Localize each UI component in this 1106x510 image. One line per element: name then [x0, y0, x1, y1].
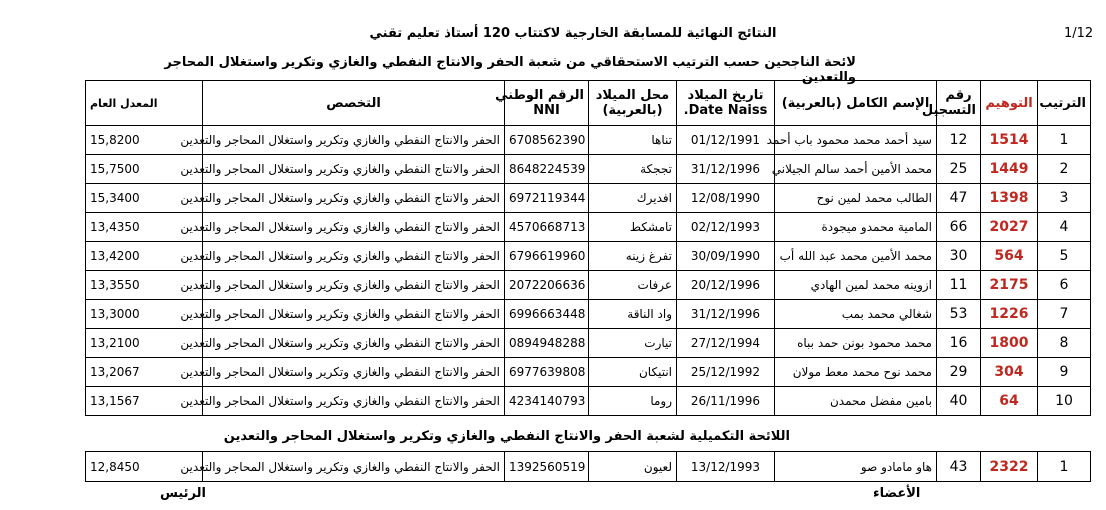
header-nni — [495, 81, 589, 126]
cell-specialty: الحفر والانتاج النفطي والغازي وتكرير واستغلال المحاجر والتعدين — [203, 271, 505, 300]
cell-dob: 02/12/1993 — [677, 213, 775, 242]
cell-nni: 6796619960 — [505, 242, 589, 271]
cell-dob: 01/12/1991 — [677, 126, 775, 155]
cell-registration: 47 — [937, 184, 981, 213]
cell-birthplace: تامشكط — [589, 213, 677, 242]
cell-specialty: الحفر والانتاج النفطي والغازي وتكرير واستغلال المحاجر والتعدين — [203, 126, 505, 155]
cell-registration: 30 — [937, 242, 981, 271]
header-rank: الترتيب — [1038, 81, 1091, 126]
cell-code: 304 — [981, 358, 1038, 387]
cell-registration: 40 — [937, 387, 981, 416]
table-row — [86, 242, 1091, 271]
cell-name: محمد نوح محمد معط مولان — [775, 358, 937, 387]
cell-registration: 43 — [937, 452, 981, 482]
cell-rank: 4 — [1038, 213, 1091, 242]
header-nni-line2: NNI — [533, 103, 560, 118]
cell-code: 2175 — [981, 271, 1038, 300]
cell-name: المامية محمدو ميجودة — [775, 213, 937, 242]
cell-nni: 4570668713 — [505, 213, 589, 242]
table-row — [86, 155, 1091, 184]
cell-nni: 1392560519 — [505, 452, 589, 482]
cell-rank: 3 — [1038, 184, 1091, 213]
cell-rank: 2 — [1038, 155, 1091, 184]
cell-average: 13,2067 — [86, 358, 203, 387]
cell-rank: 5 — [1038, 242, 1091, 271]
complementary-table — [85, 451, 1091, 482]
cell-average: 13,3550 — [86, 271, 203, 300]
cell-specialty: الحفر والانتاج النفطي والغازي وتكرير واستغلال المحاجر والتعدين — [203, 155, 505, 184]
cell-average: 15,3400 — [86, 184, 203, 213]
cell-dob: 31/12/1996 — [677, 300, 775, 329]
cell-code: 1398 — [981, 184, 1038, 213]
cell-birthplace: لعيون — [589, 452, 677, 482]
cell-rank: 10 — [1038, 387, 1091, 416]
cell-registration: 11 — [937, 271, 981, 300]
cell-specialty: الحفر والانتاج النفطي والغازي وتكرير واستغلال المحاجر والتعدين — [203, 242, 505, 271]
table-header-row — [86, 81, 1091, 126]
cell-average: 13,1567 — [86, 387, 203, 416]
header-average: المعدل العام — [86, 81, 203, 126]
table-row — [86, 452, 1091, 482]
cell-dob: 27/12/1994 — [677, 329, 775, 358]
cell-specialty: الحفر والانتاج النفطي والغازي وتكرير واستغلال المحاجر والتعدين — [203, 452, 505, 482]
cell-code: 64 — [981, 387, 1038, 416]
document-title: النتائج النهائية للمسابقة الخارجية لاكتتاب 120 أستاذ تعليم تقني — [369, 26, 777, 41]
header-dob — [677, 81, 775, 126]
cell-registration: 29 — [937, 358, 981, 387]
cell-rank: 8 — [1038, 329, 1091, 358]
cell-nni: 8648224539 — [505, 155, 589, 184]
table-row — [86, 126, 1091, 155]
table-row — [86, 213, 1091, 242]
cell-name: محمد محمود بونن حمد بباه — [775, 329, 937, 358]
cell-rank: 9 — [1038, 358, 1091, 387]
cell-specialty: الحفر والانتاج النفطي والغازي وتكرير واستغلال المحاجر والتعدين — [203, 184, 505, 213]
cell-average: 15,8200 — [86, 126, 203, 155]
cell-nni: 6708562390 — [505, 126, 589, 155]
cell-dob: 31/12/1996 — [677, 155, 775, 184]
cell-registration: 25 — [937, 155, 981, 184]
cell-average: 12,8450 — [86, 452, 203, 482]
cell-rank: 6 — [1038, 271, 1091, 300]
president-signature-label: الرئيس — [160, 486, 206, 501]
list-title: لائحة الناجحين حسب الترتيب الاستحقاقي من شعبة الحفر والانتاج النفطي والغازي وتكرير واستغلال المحاجر والتعدين — [164, 55, 856, 85]
cell-code: 1226 — [981, 300, 1038, 329]
complementary-list-title: اللائحة التكميلية لشعبة الحفر والانتاج النفطي والغازي وتكرير واستغلال المحاجر والتعدين — [223, 429, 790, 444]
cell-birthplace: تججكة — [589, 155, 677, 184]
cell-average: 13,4200 — [86, 242, 203, 271]
cell-dob: 13/12/1993 — [677, 452, 775, 482]
table-row — [86, 271, 1091, 300]
cell-dob: 12/08/1990 — [677, 184, 775, 213]
header-specialty: التخصص — [203, 81, 505, 126]
cell-birthplace: افديرك — [589, 184, 677, 213]
cell-average: 13,2100 — [86, 329, 203, 358]
cell-birthplace: تفرغ زينه — [589, 242, 677, 271]
cell-specialty: الحفر والانتاج النفطي والغازي وتكرير واستغلال المحاجر والتعدين — [203, 329, 505, 358]
cell-registration: 66 — [937, 213, 981, 242]
cell-nni: 2072206636 — [505, 271, 589, 300]
header-name: الإسم الكامل (بالعربية) — [775, 81, 937, 126]
cell-dob: 30/09/1990 — [677, 242, 775, 271]
cell-name: بامين مفضل محمدن — [775, 387, 937, 416]
header-dob-line1: تاريخ الميلاد — [687, 88, 764, 103]
results-table — [85, 80, 1091, 416]
cell-name: سيد أحمد محمد محمود باب أحمد — [775, 126, 937, 155]
cell-birthplace: تيارت — [589, 329, 677, 358]
cell-specialty: الحفر والانتاج النفطي والغازي وتكرير واستغلال المحاجر والتعدين — [203, 213, 505, 242]
cell-birthplace: تناها — [589, 126, 677, 155]
table-row — [86, 358, 1091, 387]
cell-code: 2322 — [981, 452, 1038, 482]
cell-birthplace: عرفات — [589, 271, 677, 300]
cell-name: محمد الأمين أحمد سالم الجيلاني — [775, 155, 937, 184]
cell-dob: 26/11/1996 — [677, 387, 775, 416]
table-row — [86, 300, 1091, 329]
cell-name: هاو مامادو صو — [775, 452, 937, 482]
header-registration-line1: رقم — [945, 88, 972, 103]
cell-birthplace: انتيكان — [589, 358, 677, 387]
cell-dob: 25/12/1992 — [677, 358, 775, 387]
header-registration-line2: التسجيل — [921, 103, 976, 118]
header-birthplace-line2: (بالعربية) — [602, 103, 663, 118]
header-nni-line1: الرقم الوطني — [495, 88, 584, 103]
header-birthplace — [589, 81, 677, 126]
cell-average: 13,3000 — [86, 300, 203, 329]
table-row — [86, 387, 1091, 416]
cell-code: 1800 — [981, 329, 1038, 358]
cell-code: 2027 — [981, 213, 1038, 242]
cell-name: الطالب محمد لمين نوح — [775, 184, 937, 213]
cell-specialty: الحفر والانتاج النفطي والغازي وتكرير واستغلال المحاجر والتعدين — [203, 300, 505, 329]
cell-code: 564 — [981, 242, 1038, 271]
cell-average: 13,4350 — [86, 213, 203, 242]
cell-birthplace: واد الناقة — [589, 300, 677, 329]
cell-registration: 16 — [937, 329, 981, 358]
cell-rank: 1 — [1038, 126, 1091, 155]
header-code: التوهيم — [981, 81, 1038, 126]
header-dob-line2: Date Naiss. — [683, 103, 768, 118]
cell-birthplace: روما — [589, 387, 677, 416]
cell-nni: 6972119344 — [505, 184, 589, 213]
cell-average: 15,7500 — [86, 155, 203, 184]
table-row — [86, 329, 1091, 358]
header-registration — [921, 81, 981, 126]
cell-rank: 1 — [1038, 452, 1091, 482]
table-row — [86, 184, 1091, 213]
cell-rank: 7 — [1038, 300, 1091, 329]
cell-specialty: الحفر والانتاج النفطي والغازي وتكرير واستغلال المحاجر والتعدين — [203, 387, 505, 416]
cell-nni: 6977639808 — [505, 358, 589, 387]
cell-registration: 53 — [937, 300, 981, 329]
cell-name: ازوينه محمد لمين الهادي — [775, 271, 937, 300]
cell-code: 1449 — [981, 155, 1038, 184]
page-number: 1/12 — [1064, 26, 1094, 41]
cell-name: محمد الأمين محمد عبد الله أب — [775, 242, 937, 271]
cell-nni: 0894948288 — [505, 329, 589, 358]
members-signature-label: الأعضاء — [873, 486, 921, 501]
cell-nni: 6996663448 — [505, 300, 589, 329]
cell-registration: 12 — [937, 126, 981, 155]
cell-specialty: الحفر والانتاج النفطي والغازي وتكرير واستغلال المحاجر والتعدين — [203, 358, 505, 387]
cell-dob: 20/12/1996 — [677, 271, 775, 300]
cell-nni: 4234140793 — [505, 387, 589, 416]
cell-code: 1514 — [981, 126, 1038, 155]
cell-name: شغالي محمد بمب — [775, 300, 937, 329]
header-birthplace-line1: محل الميلاد — [595, 88, 670, 103]
